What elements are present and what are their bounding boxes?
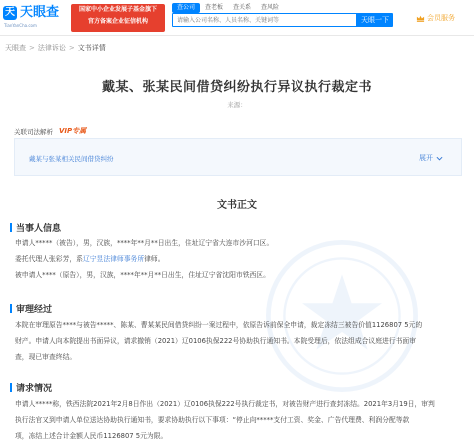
- agent-suffix: 律师。: [144, 255, 165, 263]
- crown-icon: [416, 14, 425, 23]
- search-box: [172, 13, 357, 27]
- document-body-heading: 文书正文: [217, 200, 257, 211]
- vip-service-link[interactable]: [416, 13, 455, 23]
- related-case-link[interactable]: 戴某与张某相关民间借贷纠纷: [29, 155, 114, 163]
- page-title: 戴某、张某民间借贷纠纷执行异议执行裁定书: [101, 80, 372, 95]
- section-accent-bar: [10, 383, 12, 392]
- tab-relation[interactable]: 查关系: [233, 4, 252, 11]
- promo-line-1: 国家中小企业发展子基金旗下: [78, 6, 157, 13]
- section-title: 当事人信息: [16, 224, 62, 234]
- logo-url: TianYanCha.com: [4, 23, 37, 28]
- promo-banner[interactable]: [71, 4, 165, 32]
- section-accent-bar: [10, 223, 12, 232]
- agent-prefix: 委托代理人张彩芳，系: [15, 255, 83, 263]
- breadcrumb-current: 文书详情: [77, 44, 106, 52]
- section-heading-parties: [10, 221, 61, 234]
- promo-line-2: 官方备案企业征信机构: [87, 18, 148, 25]
- expand-button[interactable]: [419, 153, 443, 163]
- law-firm-link[interactable]: 辽宁昱法律师事务所: [82, 255, 145, 263]
- related-analysis-title: 关联司法解析: [14, 127, 53, 136]
- breadcrumb: [5, 43, 106, 53]
- logo-name: 天眼查: [20, 5, 60, 20]
- parties-paragraph: [15, 235, 465, 283]
- chevron-down-icon: [436, 155, 443, 162]
- breadcrumb-separator: >: [29, 44, 35, 52]
- search-input[interactable]: [173, 14, 356, 26]
- logo-mark-icon: 天: [5, 7, 15, 18]
- vip-service-label: 会员服务: [427, 14, 455, 22]
- trial-paragraph: [15, 317, 465, 365]
- top-header: [0, 0, 474, 36]
- section-heading-trial: [10, 302, 52, 315]
- search-tabs: [172, 3, 284, 13]
- search-button[interactable]: 天眼一下: [357, 13, 393, 27]
- expand-label: 展开: [419, 154, 433, 162]
- section-title: 审理经过: [16, 305, 53, 315]
- breadcrumb-legal[interactable]: 法律诉讼: [37, 44, 66, 52]
- tab-boss[interactable]: 查老板: [205, 4, 224, 11]
- tab-risk[interactable]: 查风险: [261, 4, 280, 11]
- related-analysis-panel: [14, 138, 462, 176]
- tab-company[interactable]: 查公司: [172, 3, 200, 13]
- parties-line-respondent: 被申请人****（原告），男，汉族，****年**月**日出生，住址辽宁省沈阳市铁西区。: [15, 271, 270, 279]
- parties-line-applicant: 申请人*****（被告），男，汉族，****年**月**日出生，住址辽宁省大连市沙河口区。: [15, 239, 274, 247]
- section-accent-bar: [10, 304, 12, 313]
- trial-line: 财产。申请人向本院提出书面异议，请求撤销（2021）辽0106执保222号协助执行通知书。本院受理后，依法组成合议庭进行书面审: [15, 337, 417, 345]
- trial-line: 查，现已审查终结。: [15, 353, 77, 361]
- parties-line-agent: [15, 251, 465, 267]
- related-analysis-label: [14, 126, 86, 136]
- document-source: 来源：: [227, 101, 247, 109]
- breadcrumb-home[interactable]: 天眼查: [5, 44, 26, 52]
- site-logo[interactable]: [3, 5, 67, 33]
- section-title: 请求情况: [16, 384, 53, 394]
- trial-line: 本院在审理原告****与被告*****、陈某、曹某某民间借贷纠纷一案过程中，依原告诉前保全申请，裁定冻结三被告价值1126807 5元的: [15, 321, 423, 329]
- request-line: 执行法官又到申请人单位送达协助执行通知书，要求协助执行以下事项：“停止向*****支付工资、奖金、广告代理费、利润分配等款: [15, 416, 410, 424]
- section-heading-request: [10, 381, 52, 394]
- vip-badge: VIP专属: [59, 127, 87, 135]
- request-paragraph: [15, 396, 465, 444]
- request-line: 项，冻结上述合计金额人民币1126807 5元为限。: [15, 432, 168, 440]
- request-line: 申请人*****称，铁西法院2021年2月8日作出（2021）辽0106执保222号执行裁定书，对被告财产进行查封冻结。2021年3月19日，审判: [15, 400, 435, 408]
- breadcrumb-separator: >: [68, 44, 75, 52]
